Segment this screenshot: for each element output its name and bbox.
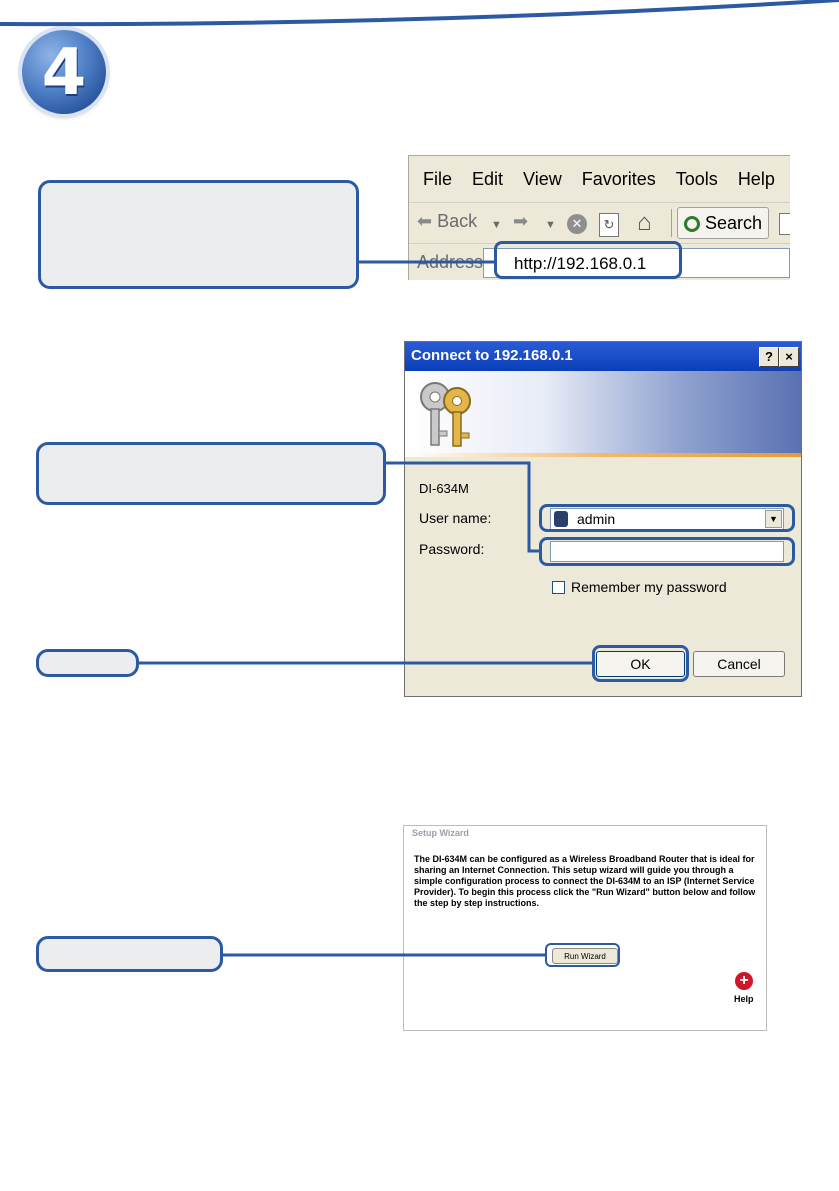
- back-dropdown-icon[interactable]: ▼: [491, 219, 502, 231]
- highlight-ok: [592, 645, 689, 682]
- help-label[interactable]: Help: [734, 994, 754, 1004]
- help-icon[interactable]: +: [735, 972, 753, 990]
- highlight-password: [539, 537, 795, 566]
- dropdown-arrow-icon[interactable]: ▼: [765, 510, 782, 528]
- step-badge: [22, 30, 106, 114]
- refresh-icon[interactable]: ↻: [599, 213, 619, 237]
- menu-edit[interactable]: Edit: [472, 168, 504, 189]
- dialog-title: Connect to 192.168.0.1: [411, 347, 573, 364]
- cancel-button[interactable]: Cancel: [693, 651, 785, 677]
- dialog-close-button[interactable]: ×: [779, 347, 799, 367]
- browser-menubar: [409, 156, 790, 203]
- home-icon[interactable]: ⌂: [637, 209, 652, 236]
- browser-toolbar: [409, 203, 790, 244]
- search-button[interactable]: Search: [677, 207, 769, 239]
- remember-password-label: Remember my password: [571, 579, 727, 595]
- remember-password-checkbox[interactable]: [552, 581, 565, 594]
- callout-box-address: [38, 180, 359, 289]
- setup-wizard-panel: [403, 825, 767, 1031]
- callout-box-ok: [36, 649, 139, 677]
- address-value: http://192.168.0.1: [514, 254, 647, 273]
- dialog-help-button[interactable]: ?: [759, 347, 779, 367]
- toolbar-separator: [671, 209, 672, 237]
- back-arrow-icon: ⬅: [417, 211, 433, 231]
- dialog-banner-strip: [405, 453, 801, 457]
- step-number: 4: [41, 36, 87, 110]
- search-icon: [684, 216, 700, 232]
- highlight-address: [494, 241, 682, 279]
- top-decorative-arc: [0, 0, 839, 40]
- password-label: Password:: [419, 541, 485, 557]
- keys-icon: [413, 375, 483, 455]
- username-value: admin: [577, 511, 616, 527]
- menu-favorites[interactable]: Favorites: [581, 168, 656, 189]
- wizard-description: The DI-634M can be configured as a Wireless Broadband Router that is ideal for sharing an Internet Connection. This setup wizard will guide you through a simple configuration process to connect the DI-634M to an ISP (Internet Service Provider). To begin this process click the "Run Wizard" button below and follow the step by step instructions.: [414, 854, 756, 908]
- ok-button[interactable]: OK: [596, 651, 685, 677]
- highlight-username: [539, 504, 795, 532]
- run-wizard-button[interactable]: Run Wizard: [552, 948, 618, 964]
- highlight-run-wizard: [545, 943, 620, 967]
- menu-view[interactable]: View: [523, 168, 562, 189]
- address-label: Address: [417, 252, 484, 272]
- menu-tools[interactable]: Tools: [675, 168, 718, 189]
- device-label: DI-634M: [419, 481, 469, 496]
- callout-box-run-wizard: [36, 936, 223, 972]
- back-button[interactable]: ⬅ Back: [417, 211, 478, 231]
- callout-box-credentials: [36, 442, 386, 505]
- dialog-title-bar: [405, 342, 801, 371]
- username-label: User name:: [419, 510, 492, 526]
- menu-help[interactable]: Help: [737, 168, 775, 189]
- dialog-banner: [405, 371, 801, 457]
- favorites-folder-icon[interactable]: [779, 213, 790, 235]
- forward-dropdown-icon[interactable]: ▼: [545, 219, 556, 231]
- wizard-title: Setup Wizard: [412, 828, 469, 838]
- menu-file[interactable]: File: [423, 168, 453, 189]
- stop-icon[interactable]: ✕: [567, 214, 587, 234]
- forward-arrow-icon[interactable]: ➡: [513, 211, 529, 231]
